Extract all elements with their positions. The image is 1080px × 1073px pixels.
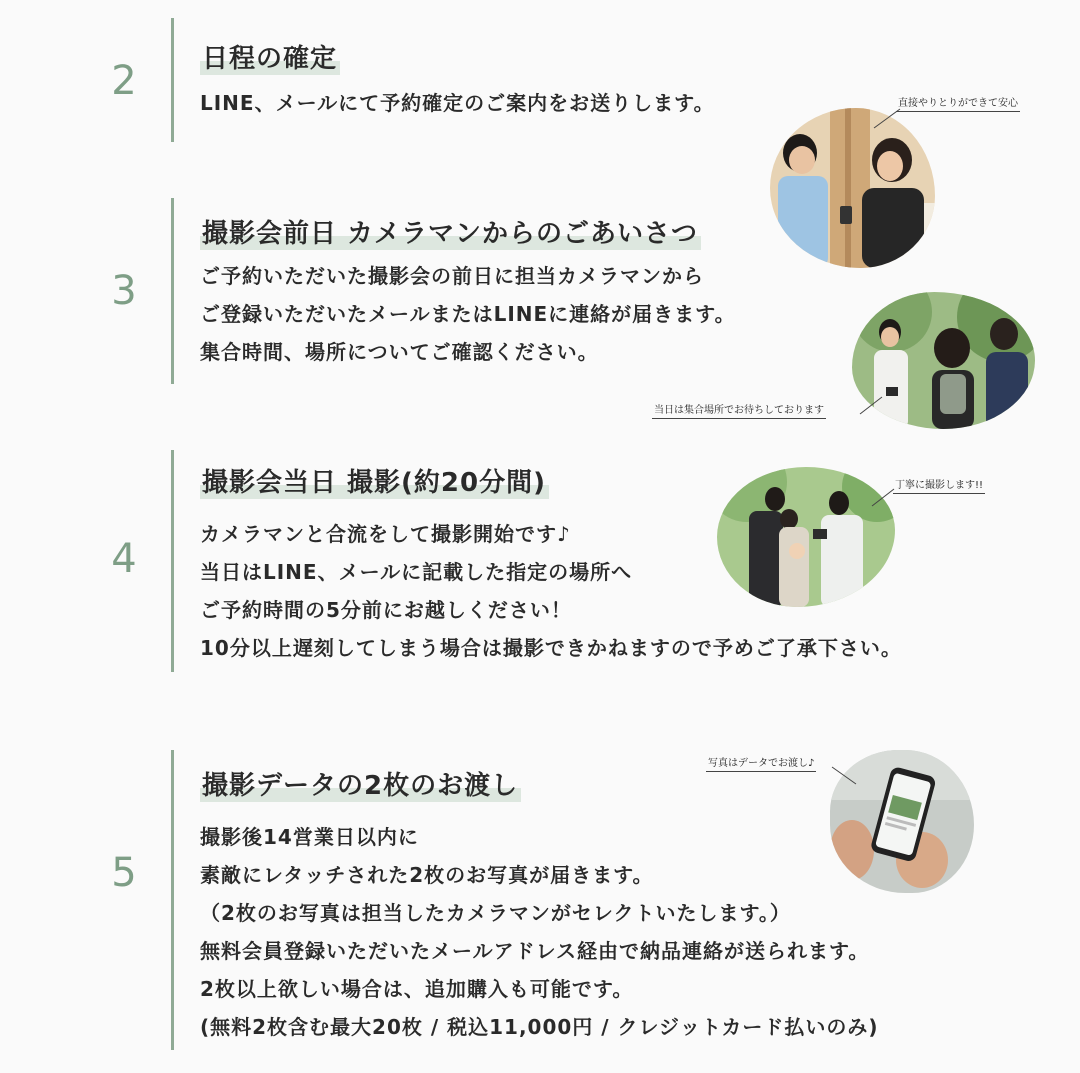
step-number: 3 [111, 268, 137, 314]
description-line: カメラマンと合流をして撮影開始です♪ [200, 522, 571, 546]
step-number: 5 [111, 850, 137, 896]
description-line: 2枚以上欲しい場合は、追加購入も可能です。 [200, 977, 634, 1001]
staff-customer-phone-photo [770, 108, 935, 268]
step-title: 撮影会前日 カメラマンからのごあいさつ [200, 213, 701, 250]
description-line: 集合時間、場所についてご確認ください。 [200, 340, 599, 364]
description-line: 当日はLINE、メールに記載した指定の場所へ [200, 560, 633, 584]
step-description [200, 818, 879, 1046]
description-line: 10分以上遅刻してしまう場合は撮影できかねますので予めご了承下さい。 [200, 636, 902, 660]
description-line: ご予約いただいた撮影会の前日に担当カメラマンから [200, 264, 704, 288]
description-line: LINE、メールにて予約確定のご案内をお送りします。 [200, 91, 715, 115]
description-line: ご予約時間の5分前にお越しください！ [200, 598, 572, 622]
step-divider-line [171, 18, 174, 142]
step-number: 4 [111, 536, 137, 582]
step-description [200, 257, 736, 371]
step-divider-line [171, 198, 174, 384]
caption-leader-line [858, 396, 884, 416]
step-divider-line [171, 750, 174, 1050]
photo-caption: 写真はデータでお渡し♪ [706, 754, 816, 772]
photo-caption: 当日は集合場所でお待ちしております [652, 401, 826, 419]
caption-leader-line [830, 766, 858, 786]
step-divider-line [171, 450, 174, 672]
step-title: 日程の確定 [200, 38, 340, 75]
step-title: 撮影データの2枚のお渡し [200, 765, 521, 802]
description-line: 素敵にレタッチされた2枚のお写真が届きます。 [200, 863, 654, 887]
description-line: 撮影後14営業日以内に [200, 825, 419, 849]
description-line: （2枚のお写真は担当したカメラマンがセレクトいたします。） [200, 901, 791, 925]
step-number: 2 [111, 58, 137, 104]
photo-caption: 丁寧に撮影します!! [893, 476, 985, 494]
description-line: 無料会員登録いただいたメールアドレス経由で納品連絡が送られます。 [200, 939, 870, 963]
step-title: 撮影会当日 撮影(約20分間) [200, 462, 549, 499]
photo-caption: 直接やりとりができて安心 [896, 94, 1020, 112]
description-line: ご登録いただいたメールまたはLINEに連絡が届きます。 [200, 302, 736, 326]
description-line: (無料2枚含む最大20枚 / 税込11,000円 / クレジットカード払いのみ) [200, 1015, 879, 1039]
step-description [200, 84, 715, 122]
